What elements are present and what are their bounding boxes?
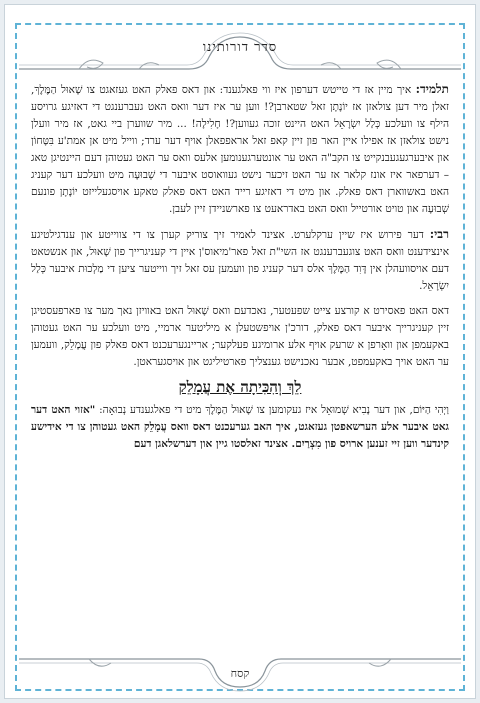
paragraph-talmid (31, 81, 449, 218)
book-page (4, 4, 476, 699)
paragraph-rebbe (31, 226, 449, 295)
page-number: קסח (230, 667, 250, 680)
speaker-label: תלמיד: (415, 82, 449, 96)
prophecy-quote: "אזוי האט דער גאט איבער אלע הערשאפטן געזאגט, איך האב גערעכנט דאס וואס עֲמָלֵק האט געטוהן צו די אידישע קינדער ווען זיי זענען ארויס פון מִצְרַיִם. אצינד זאלסטו גיין און דערשלאגן דעם (31, 404, 449, 450)
page-header (19, 29, 461, 73)
page-footer (19, 653, 461, 693)
paragraph-text: דער פירוש איז שיין ערקלערט. אצינד לאמיר זיך צוריק קערן צו די צווייטע און ענדגילטיגע אינצידענט וואס האט צוגעברענגט אז השי"ת זאל פאר'מיאוס'ן איין די קעניגרייך פון שָׁאוּל, און אנשטאט דעם אויסוועהלן אין דָּוִד הַמֶּלֶךְ אלס דער קעניג פון וועמען עס זאל זיך ווייטער ציען די מַלְכוּת איבער כְּלַל יִשְׂרָאֵל. (31, 229, 449, 292)
paragraph-text: איך מיין אז די טייטש דערפון איז ווי פאלגענד: און דאס פאלק האט געזאגט צו שָׁאוּל הַמֶּלֶךְ, זאלן מיר דען צולאזן אז יוֹנָתָן זאל שטארבן?! ווען ער איז דער וואס האט געברענגט די דאזיגע גרויסע הילף צו וועלכע כְּלַל יִשְׂרָאֵל האט היינט זוכה געווען?! חָלִילָה! ... מיר שווערן ביי גאט, אז מיר וועלן נישט צולאזן אז אפילו איין האר פון זיין קאפ זאל אראפפאלן אויף דער ערד; ווייל מיט אן אמת'ע בִּטָּחוֹן און איבערגעגעבנקייט צו הקב"ה האט ער אונטערגענומען אלעס וואס ער האט געטוהן דעם היינטיגן טאג – דערפאר איז אונז קלאר אז ער האט זיכער נישט געוואוסט איבער די שְׁבוּעָה מיט וועלכע דער קעניג האט באשווארן דאס פאלק. און מיט די דאזיגע רייד האט דאס פאלק טאקע אויסגעלייזט יוֹנָתָן פונעם שְׁבוּעָה און טויט אורטייל וואס האט באדראעט צו פארשניידן זיין לעבן. (31, 84, 449, 215)
paragraph-text: וַיְהִי הַיּוֹם, און דער נָבִיא שְׁמוּאֵל איז געקומען צו שָׁאוּל הַמֶּלֶךְ מיט די פאלגענדע נְבוּאָה: (95, 404, 449, 416)
section-heading: לֵךְ וְהִכִּיתָה אֶת עֲמָלֵק (178, 378, 302, 396)
speaker-label: רבי: (429, 227, 449, 241)
paragraph-text: דאס האט פאסירט א קורצע צייט שפעטער, נאכדעם וואס שָׁאוּל האט באוויזן נאך מער צו פארפעסטיגן זיין קעניגרייך איבער דאס פאלק, דורכ'ן אויפשטעלן א מיליטער ארמיי, מיט וועלכע ער האט געטוהן באקעמפן און וואָרפן א שרעק אויף אלע ארומיגע פעלקער; אריינגערעכנט דאס פאלק פון עֲמָלֵק, וועמען ער האט אויך באקעמפט, אבער נאכנישט גענצליך פארטיליגט און אויסגעראטן. (31, 305, 449, 368)
page-body (31, 81, 449, 649)
paragraph-narrative (31, 303, 449, 371)
paragraph-closing (31, 402, 449, 453)
running-title: סדר דורותינו (202, 40, 278, 55)
